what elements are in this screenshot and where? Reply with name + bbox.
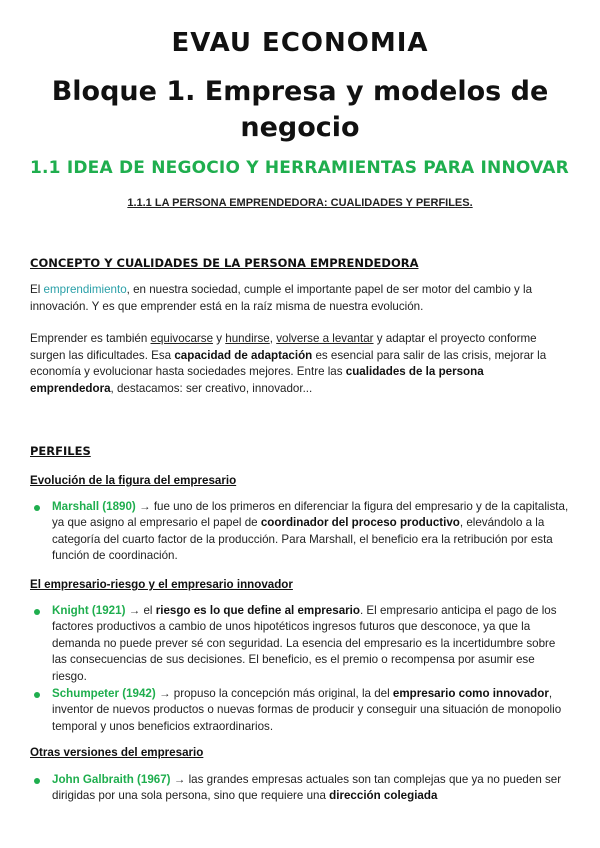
subheading-evolucion: Evolución de la figura del empresario	[30, 474, 237, 487]
section-heading: 1.1 IDEA DE NEGOCIO Y HERRAMIENTAS PARA INNOVAR	[30, 158, 569, 178]
subheading-otras-versiones: Otras versiones del empresario	[30, 746, 204, 759]
list-item-schumpeter: Schumpeter (1942) → propuso la concepción más original, la del empresario como innovador, inventor de nuevos productos o nuevas formas de producir y conseguir una situación de monopolio temporal y unos beneficios extraordinarios.	[52, 686, 572, 735]
list-item-galbraith: John Galbraith (1967) → las grandes empresas actuales son tan complejas que ya no pueden ser dirigidas por una sola persona, sino que requiere una dirección colegiada	[52, 772, 572, 805]
subsection-heading: 1.1.1 LA PERSONA EMPRENDEDORA: CUALIDADES Y PERFILES.	[127, 197, 473, 209]
perfiles-heading: PERFILES	[30, 444, 91, 458]
concepto-heading: CONCEPTO Y CUALIDADES DE LA PERSONA EMPRENDEDORA	[30, 256, 419, 270]
list-item-knight: Knight (1921) → el riesgo es lo que define al empresario. El empresario anticipa el pago de los factores productivos a cambio de unos hipotéticos ingresos futuros que desconoce, ya que la demanda no puede prever sé con seguridad. La esencia del empresario es la incertidumbre sobre las consecuencias de sus decisiones. El beneficio, es el premio o recompensa por asumir ese riesgo.	[52, 603, 572, 685]
document-subtitle: Bloque 1. Empresa y modelos de negocio	[51, 76, 549, 143]
bullet-dot	[34, 505, 40, 511]
keyword-emprendimiento: emprendimiento	[43, 283, 127, 296]
paragraph-emprendimiento: El emprendimiento, en nuestra sociedad, cumple el importante papel de ser motor del cambio y la innovación. Y es que emprender está en la raíz misma de nuestra evolución.	[30, 283, 533, 313]
paragraph-emprender: Emprender es también equivocarse y hundirse, volverse a levantar y adaptar el proyecto conforme surgen las dificultades. Esa capacidad de adaptación es esencial para salir de las crisis, mejorar la economía y evolucionar hasta sociedades mejores. Entre las cualidades de la persona emprendedora, destacamos: ser creativo, innovador...	[30, 332, 547, 395]
bullet-dot	[34, 692, 40, 698]
list-item-marshall: Marshall (1890) → fue uno de los primeros en diferenciar la figura del empresario y de la capitalista, ya que asigno al empresario el papel de coordinador del proceso productivo, elevándolo a la categoría del cuarto factor de la producción. Para Marshall, el beneficio era la retribución por esta función de coordinación.	[52, 499, 572, 565]
subheading-riesgo-innovador: El empresario-riesgo y el empresario innovador	[30, 578, 293, 591]
bullet-dot	[34, 778, 40, 784]
bullet-dot	[34, 609, 40, 615]
document-title: EVAU ECONOMIA	[171, 28, 429, 58]
